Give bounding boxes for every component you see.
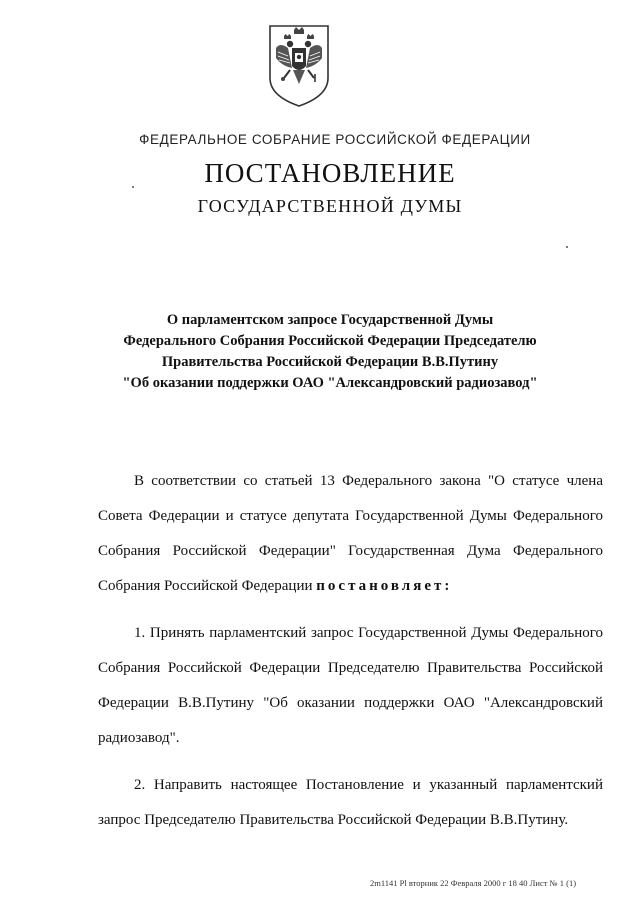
heading-line: Федерального Собрания Российской Федерации Председателю [123,333,537,349]
preamble-paragraph [98,464,603,604]
scan-speck [132,186,134,188]
heading-line: Правительства Российской Федерации В.В.Путину [161,354,499,370]
heading-line: О парламентском запросе Государственной Думы [166,312,494,328]
resolution-body [98,464,603,838]
resolution-item-2: 2. Направить настоящее Постановление и указанный парламентский запрос Председателю Правительства Российской Федерации В.В.Путину. [98,777,603,828]
resolution-item-1: 1. Принять парламентский запрос Государственной Думы Федерального Собрания Российской Федерации Председателю Правительства Российской Федерации В.В.Путину "Об оказании поддержки ОАО "Александровский радиозавод". [98,625,603,746]
document-type-title: ПОСТАНОВЛЕНИЕ [204,158,456,188]
document-issuer-subtitle: ГОСУДАРСТВЕННОЙ ДУМЫ [197,196,463,216]
fax-header-line: 2m1141 Pl вторник 22 Февраля 2000 г 18 40 Лист № 1 (1) [370,878,577,888]
scan-speck [566,246,568,248]
preamble-text: В соответствии со статьей 13 Федерального закона "О статусе члена Совета Федерации и статусе депутата Государственной Думы Федерального Собрания Российской Федерации" Государственная Дума Федерального Собрания Российской Федерации [98,473,603,594]
heading-line: "Об оказании поддержки ОАО "Александровский радиозавод" [122,375,538,391]
organization-name: ФЕДЕРАЛЬНОЕ СОБРАНИЕ РОССИЙСКОЙ ФЕДЕРАЦИИ [139,132,531,147]
coat-of-arms-emblem-icon [266,22,332,110]
resolves-keyword: постановляет: [316,578,453,594]
resolution-heading [40,310,600,394]
